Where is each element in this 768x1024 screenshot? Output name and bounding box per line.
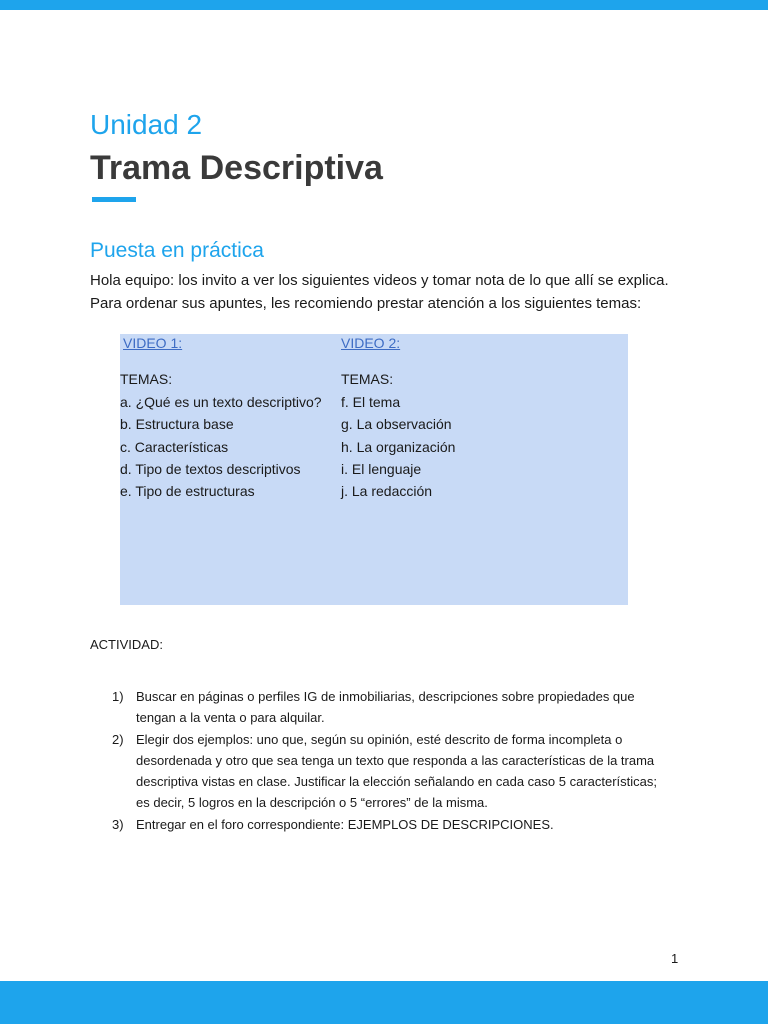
- topic-list: [341, 391, 455, 503]
- activity-item-line: Buscar en páginas o perfiles IG de inmobiliarias, descripciones sobre propiedades que: [136, 689, 635, 704]
- activity-item-line: Entregar en el foro correspondiente: EJEMPLOS DE DESCRIPCIONES.: [136, 816, 554, 832]
- intro-line: Hola equipo: los invito a ver los siguientes videos y tomar nota de lo que allí se explica.: [90, 272, 669, 289]
- topic-list: [120, 391, 322, 503]
- unit-label: Unidad 2: [90, 109, 203, 140]
- video-topics-box: [120, 334, 628, 605]
- temas-label: TEMAS:: [341, 371, 394, 388]
- title-underline: [92, 197, 136, 202]
- activity-item: [90, 814, 690, 835]
- page-number: 1: [671, 951, 679, 966]
- topic-item: h. La organización: [341, 438, 456, 455]
- topic-item: d. Tipo de textos descriptivos: [120, 461, 301, 478]
- activity-item-line: descriptiva vistas en clase. Justificar la elección señalando en cada caso 5 características;: [136, 774, 657, 790]
- topic-item: e. Tipo de estructuras: [120, 483, 255, 500]
- activity-item-line: es decir, 5 logros en la descripción o 5 “errores” de la misma.: [136, 795, 488, 811]
- bottom-accent-bar: [0, 981, 768, 1024]
- activity-item: [90, 686, 690, 729]
- topic-item: j. La redacción: [341, 483, 433, 500]
- document-title: Trama Descriptiva: [90, 149, 383, 187]
- intro-paragraph: [90, 269, 730, 315]
- video-column-2: [341, 334, 455, 503]
- activity-label: ACTIVIDAD:: [90, 637, 163, 652]
- activity-item-line: Elegir dos ejemplos: uno que, según su opinión, esté descrito de forma incompleta o: [136, 731, 623, 747]
- topic-item: c. Características: [120, 438, 229, 455]
- topic-item: f. El tema: [341, 393, 401, 410]
- activity-list: [90, 686, 690, 835]
- video-2-link[interactable]: VIDEO 2:: [341, 335, 401, 351]
- activity-item-number: 1): [112, 689, 124, 704]
- video-column-1: [120, 334, 322, 503]
- activity-item-line: tengan a la venta o para alquilar.: [136, 710, 325, 726]
- section-heading: Puesta en práctica: [90, 239, 264, 262]
- video-1-link[interactable]: VIDEO 1:: [123, 335, 183, 351]
- temas-label: TEMAS:: [120, 371, 173, 388]
- activity-item-number: 2): [112, 731, 124, 747]
- topic-item: a. ¿Qué es un texto descriptivo?: [120, 393, 322, 410]
- topic-item: b. Estructura base: [120, 416, 234, 433]
- activity-item-number: 3): [112, 816, 124, 832]
- intro-line: Para ordenar sus apuntes, les recomiendo prestar atención a los siguientes temas:: [90, 295, 642, 312]
- activity-item-line: desordenada y otro que sea tenga un texto que responda a las características de la trama: [136, 752, 655, 768]
- topic-item: g. La observación: [341, 416, 452, 433]
- activity-item: [90, 729, 690, 814]
- top-accent-bar: [0, 0, 768, 10]
- topic-item: i. El lenguaje: [341, 461, 422, 478]
